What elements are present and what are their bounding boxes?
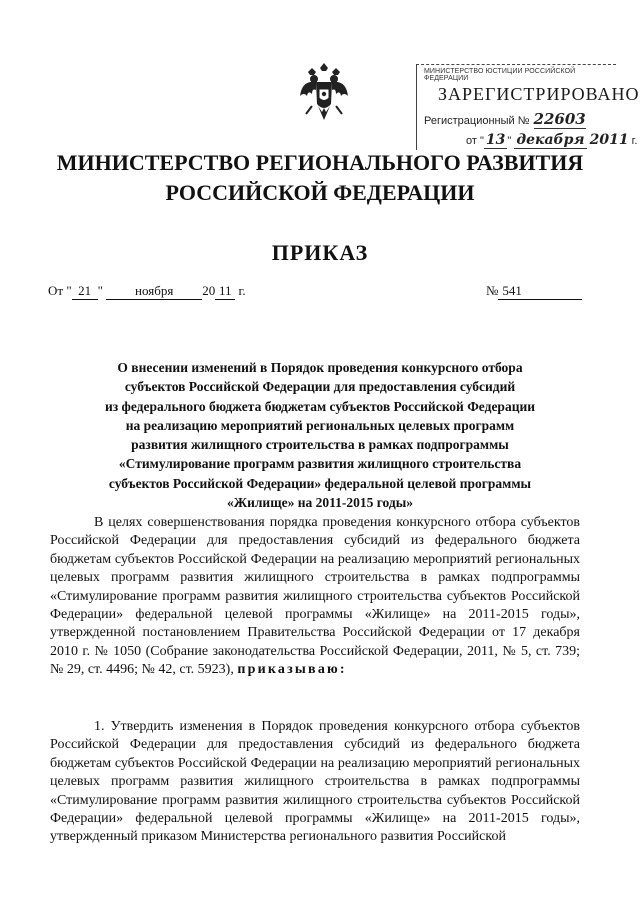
stamp-registration bbox=[424, 110, 586, 128]
stamp-header: МИНИСТЕРСТВО ЮСТИЦИИ РОССИЙСКОЙ ФЕДЕРАЦИИ bbox=[424, 68, 576, 82]
ministry-name-line1: МИНИСТЕРСТВО РЕГИОНАЛЬНОГО РАЗВИТИЯ bbox=[56, 150, 584, 175]
ministry-name-line2: РОССИЙСКОЙ ФЕДЕРАЦИИ bbox=[165, 180, 475, 205]
stamp-reg-label: Регистрационный № bbox=[424, 115, 530, 127]
stamp-date-day: 13 bbox=[485, 132, 506, 148]
stamp-border-top bbox=[416, 64, 616, 65]
coat-of-arms-icon bbox=[298, 62, 350, 124]
subject-line: развития жилищного строительства в рамках подпрограммы bbox=[131, 437, 509, 453]
order-month: ноября bbox=[106, 283, 202, 300]
order-year-unit: г. bbox=[238, 283, 246, 298]
stamp-border bbox=[416, 64, 417, 150]
order-word: приказываю: bbox=[237, 662, 347, 678]
stamp-title: ЗАРЕГИСТРИРОВАНО bbox=[438, 84, 640, 104]
subject-line: субъектов Российской Федерации для предоставления субсидий bbox=[124, 379, 516, 395]
order-date: От " 21 " ноября 20 11 г. bbox=[48, 283, 246, 298]
subject-line: на реализацию мероприятий региональных целевых программ bbox=[125, 417, 515, 433]
subject-line: «Стимулирование программ развития жилищного строительства bbox=[118, 456, 522, 472]
order-year: 11 bbox=[215, 283, 235, 300]
order-day: 21 bbox=[72, 283, 98, 300]
subject-line: О внесении изменений в Порядок проведения конкурсного отбора bbox=[117, 360, 523, 375]
order-number-value: 541 bbox=[498, 283, 582, 300]
stamp-date-suffix: г. bbox=[631, 135, 638, 147]
stamp-reg-number: 22603 bbox=[533, 110, 586, 128]
preamble-paragraph bbox=[50, 514, 580, 680]
document-type-title: ПРИКАЗ bbox=[271, 240, 369, 265]
order-year-prefix: 20 bbox=[202, 283, 216, 298]
preamble-text: В целях совершенствования порядка проведения конкурсного отбора субъектов Российской Федерации для предоставления субсидий из федерального бюджета бюджетам субъектов Российской Федерации на реализацию мероприятий региональных целевых программ развития жилищного строительства в рамках подпрограммы «Стимулирование программ развития жилищного строительства субъектов Российской Федерации» федеральной целевой программы «Жилище» на 2011-2015 годы», утвержденной постановлением Правительства Российской Федерации от 17 декабря 2010 г. № 1050 (Собрание законодательства Российской Федерации, 2011, № 5, ст. 739; № 29, ст. 4496; № 42, ст. 5923), bbox=[50, 515, 580, 678]
order-subject bbox=[50, 358, 590, 512]
order-number-label: № bbox=[486, 283, 499, 298]
order-number bbox=[486, 283, 582, 300]
stamp-date: от " 13 " декабря 2011 г. bbox=[466, 132, 638, 148]
stamp-date-prefix: от bbox=[466, 135, 477, 147]
registration-stamp bbox=[416, 60, 640, 160]
subject-line: из федерального бюджета бюджетам субъектов Российской Федерации bbox=[104, 398, 536, 414]
stamp-date-month: декабря bbox=[516, 132, 585, 148]
stamp-date-year: 2011 bbox=[589, 132, 629, 148]
subject-line: субъектов Российской Федерации» федеральной целевой программы bbox=[108, 475, 532, 491]
clause-1-paragraph: 1. Утвердить изменения в Порядок проведения конкурсного отбора субъектов Российской Федерации для предоставления субсидий из федерального бюджета бюджетам субъектов Российской Федерации на реализацию мероприятий региональных целевых программ развития жилищного строительства в рамках подпрограммы «Стимулирование программ развития жилищного строительства субъектов Российской Федерации» федеральной целевой программы «Жилище» на 2011-2015 годы», утвержденный приказом Министерства регионального развития Российской bbox=[50, 719, 580, 845]
subject-line: «Жилище» на 2011-2015 годы» bbox=[226, 495, 414, 511]
order-date-prefix: От bbox=[48, 283, 64, 298]
